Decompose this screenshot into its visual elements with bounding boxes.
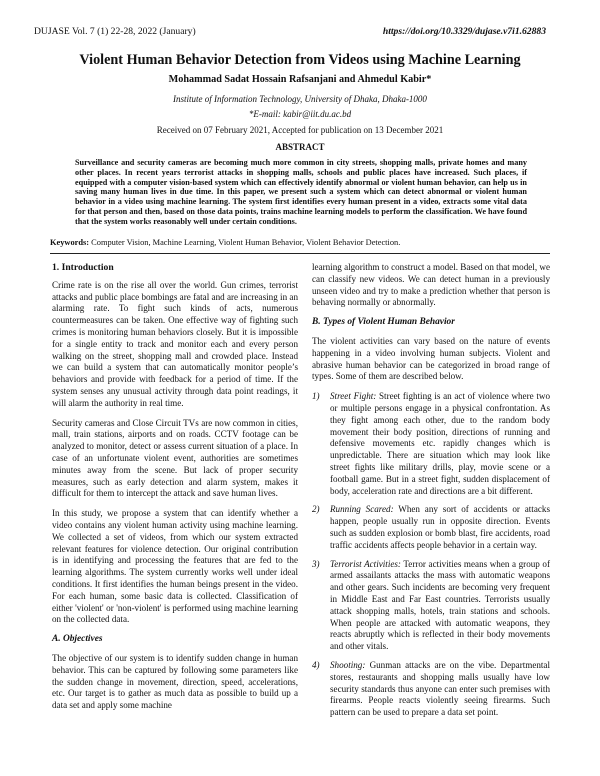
list-item: [312, 504, 550, 551]
list-item-number: 3): [312, 558, 320, 569]
list-item-body: When any sort of accidents or attacks happen, people usually run in opposite direction. Events such as sudden explosion or bomb blast, fire accidents, road traffic accidents affects people behavior in a certain way.: [330, 504, 550, 550]
keywords: [50, 238, 400, 247]
keywords-label: Keywords:: [50, 238, 90, 247]
list-item: [312, 391, 550, 497]
intro-paragraph-1: Crime rate is on the rise all over the world. Gun crimes, terrorist attacks and public place bombings are fatal and are increasing in an alarming rate. To fight such kinds of acts, numerous countermeasures can be taken. One effective way of fighting such crimes is monitoring human behaviors closely. But it is impossible for a single entity to track and monitor each and every person walking on the street, shopping mall and crowded place. Instead we can build a system that can automatically monitor people’s behaviors and provide with feedback for a period of time. If the system senses any unusual activity through data point readings, it will alarm the authority in real time.: [52, 279, 298, 408]
divider: [50, 253, 550, 254]
types-paragraph: The violent activities can vary based on the nature of events happening in a video involving human subjects. Violent and abrasive human behavior can be categorized in broad range of types. Some of them are described below.: [312, 335, 550, 382]
right-column: [312, 262, 550, 726]
objectives-paragraph-continued: learning algorithm to construct a model. Based on that model, we can classify new videos. We can detect human in a previously unseen video and try to make a prediction whether that person is behaving normally or abnormally.: [312, 262, 550, 308]
list-item-number: 4): [312, 659, 320, 670]
list-item-body: Street fighting is an act of violence where two or multiple persons engage in a physical confrontation. As they fight among each other, due to the random body movement their body position, directions of running and defensive movements etc. rapidly changes which is unpredictable. There are situation which may look like street fights like military drills, play, movie scene or a football game. But in a street fight, sudden displacement of body, acceleration rate and directions are a bit different.: [330, 391, 550, 496]
keywords-text: Computer Vision, Machine Learning, Violent Human Behavior, Violent Behavior Detection.: [89, 238, 401, 247]
list-item-label: Shooting:: [330, 659, 366, 670]
authors: Mohammad Sadat Hossain Rafsanjani and Ahmedul Kabir*: [168, 74, 432, 85]
intro-paragraph-3: In this study, we propose a system that can identify whether a video contains any violent human activity using machine learning. We collected a set of videos, from which our system extracted relevant features for violence detection. Our original contribution is in identifying and processing the features that are fed to the learning algorithms. The system currently works well under ideal conditions. It first identifies the human beings present in the video. For each human, some basic data is collected. Classification of either 'violent' or 'non-violent' is performed using machine learning on the collected data.: [52, 508, 298, 625]
paper-title: Violent Human Behavior Detection from Videos using Machine Learning: [79, 52, 521, 68]
abstract-heading: ABSTRACT: [275, 142, 325, 152]
objectives-paragraph: The objective of our system is to identify sudden change in human behavior. This can be captured by following some parameters like the sudden change in movement, direction, speed, accelerations, etc. Our target is to gather as much data as possible to build up a data set and apply some machine: [52, 652, 298, 711]
journal-info: DUJASE Vol. 7 (1) 22-28, 2022 (January): [34, 26, 196, 37]
intro-paragraph-2: Security cameras and Close Circuit TVs are now common in cities, mall, train stations, airports and on roads. CCTV footage can be analyzed to monitor, detect or assess current situation of a place. In case of an unfortunate violent event, authorities are sometimes minutes away from the scene. But lack of proper security measures, such as early detection and alarm system, makes it difficult for them to intercept the attack and save human lives.: [52, 417, 298, 499]
list-item-text: [330, 391, 550, 497]
list-item-body: Gunman attacks are on the vibe. Departmental stores, restaurants and shopping malls usually have low security standards thus anyone can enter such premises with firearms. People reacts violently seeing firearms. Such pattern can be used to prepare a data set point.: [330, 659, 550, 718]
list-item-label: Running Scared:: [330, 504, 394, 515]
list-item: [312, 559, 550, 653]
list-item-label: Terrorist Activities:: [330, 558, 401, 569]
list-item-text: [330, 504, 550, 551]
section-heading-introduction: 1. Introduction: [52, 262, 114, 273]
list-item-body: Terror activities means when a group of armed assailants attacks the mass with automatic weapons and other gears. Such incidents are becoming very frequent in Middle East and Far East countries. Terrorists usually attack shopping malls, hotels, train stations and schools. When people are attacked with automatic weapons, they reacts abruptly which is reflected in their body movements and other vitals.: [330, 558, 550, 652]
list-item-text: [330, 559, 550, 653]
email[interactable]: *E-mail: kabir@iit.du.ac.bd: [248, 109, 352, 119]
abstract-text: Surveillance and security cameras are becoming much more common in city streets, shopping malls, private homes and many other places. In recent years terrorist attacks in shopping malls, schools and public places have increased. Such places, if equipped with a computer vision-based system which can effectively identify abnormal or violent human behavior, can help us in saving many human lives in due time. In this paper, we present such a system which can detect abnormal or violent human behavior in a video using machine learning. The system first identifies every human present in a video, extracts some vital data for that person and then, based on those data points, trains machine learning models to perform the classification. We have found that the system works reasonably well under certain conditions.: [75, 158, 527, 226]
list-item-label: Street Fight:: [330, 391, 377, 402]
subsection-heading-objectives: A. Objectives: [52, 634, 103, 645]
list-item-text: [330, 660, 550, 719]
left-column: [52, 262, 298, 720]
received-date: Received on 07 February 2021, Accepted for publication on 13 December 2021: [156, 125, 444, 135]
list-item-number: 2): [312, 504, 320, 515]
subsection-heading-types: B. Types of Violent Human Behavior: [312, 317, 455, 328]
doi-link[interactable]: https://doi.org/10.3329/dujase.v7i1.62883: [382, 26, 546, 37]
list-item: [312, 660, 550, 719]
list-item-number: 1): [312, 391, 320, 402]
affiliation: Institute of Information Technology, University of Dhaka, Dhaka-1000: [173, 94, 427, 104]
